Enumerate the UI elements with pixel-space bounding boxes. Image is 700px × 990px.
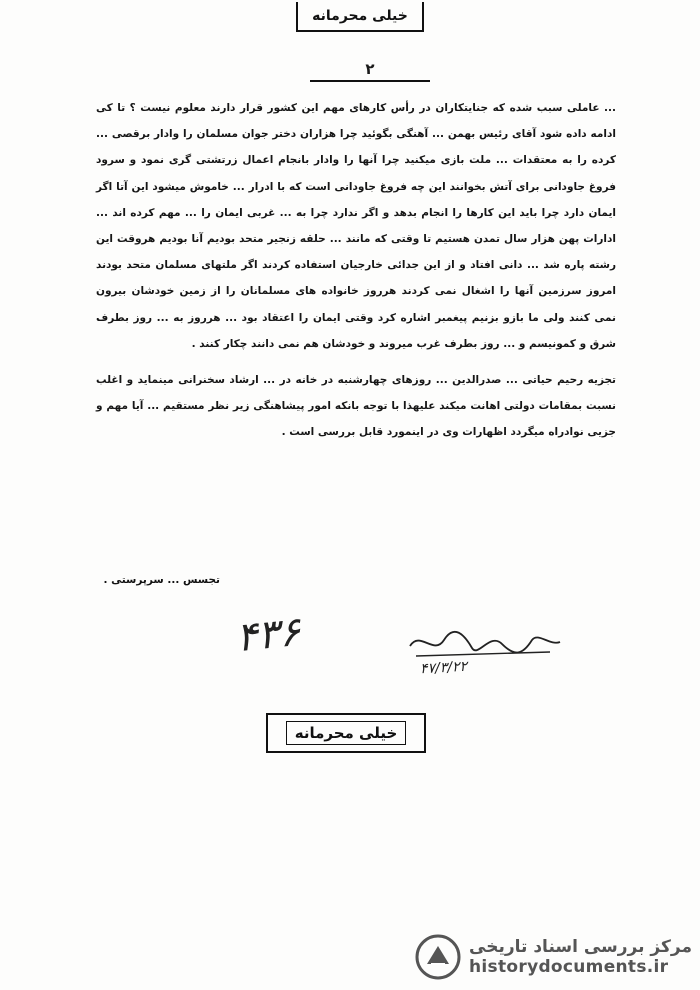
document-body [96,95,616,446]
watermark-title: مرکز بررسی اسناد تاریخی [469,937,692,957]
top-confidential-stamp [296,2,424,32]
watermark [415,934,692,980]
bottom-stamp-text: خیلی محرمانه [286,721,407,745]
watermark-text [469,937,692,977]
handwritten-number: ۴۳۶ [233,608,303,662]
page-number: ۲ [310,60,430,82]
body-paragraph-2: تجزیه رحیم حیاتی ... صدرالدین ... روزهای چهارشنبه در خانه در ... ارشاد سخنرانی مینماید و اغلب نسبت بمقامات دولتی اهانت میکند علیهذا با توجه بانکه امور پیشاهنگی زیر نظر مستقیم ... آیا مهم و جزیی نوادراه میگردد اظهارات وی در اینمورد قابل بررسی است . [96,374,616,439]
bottom-confidential-stamp [266,713,426,753]
department-sign-line: تجسس ... سرپرستی . [103,574,220,586]
signature-scribble-icon [400,626,570,686]
signature-date: ۴۷/۳/۲۲ [419,658,468,678]
body-paragraph-1: ... عاملی سبب شده که جنایتکاران در رأس کارهای مهم این کشور قرار دارند معلوم نیست ؟ تا کی ادامه داده شود آقای رئیس بهمن ... آهنگی بگوئید چرا هزاران دختر جوان مسلمان را وادار برقصی ... کرده را به معتقدات ... ملت بازی میکنید چرا آنها را وادار بانجام اعمال زرتشتی گری نمود و سرود فروغ جاودانی برای آتش بخوانند این چه فروغ جاودانی است که با ادرار ... خاموش میشود این آتا اگر ایمان دارد چرا باید این کارها را انجام بدهد و اگر ندارد چرا به ... غربی ایمان را ... مهم کرده اند ... ادارات پهن هزار سال تمدن هستیم تا وقتی که مانند ... حلقه زنجیر متحد بودیم آنا بودیم هروقت این رشته پاره شد ... دانی افتاد و از این جدائی خارجیان استفاده کردند اگر ملتهای مسلمان متحد بودند امروز سرزمین آنها را اشغال نمی کردند هرروز خانواده های مسلمانان را از زمین خودشان بیرون نمی کنند ولی ما بازو بزنیم پیغمبر اشاره کرد وقتی ایمان را اعتقاد بود ... هرروز به ... روز بطرف شرق و کمونیسم و ... روز بطرف غرب میروند و خودشان هم نمی دانند چکار کنند . [96,102,616,350]
top-stamp-text: خیلی محرمانه [312,8,408,24]
archive-logo-icon [415,934,461,980]
watermark-url: historydocuments.ir [469,957,669,977]
